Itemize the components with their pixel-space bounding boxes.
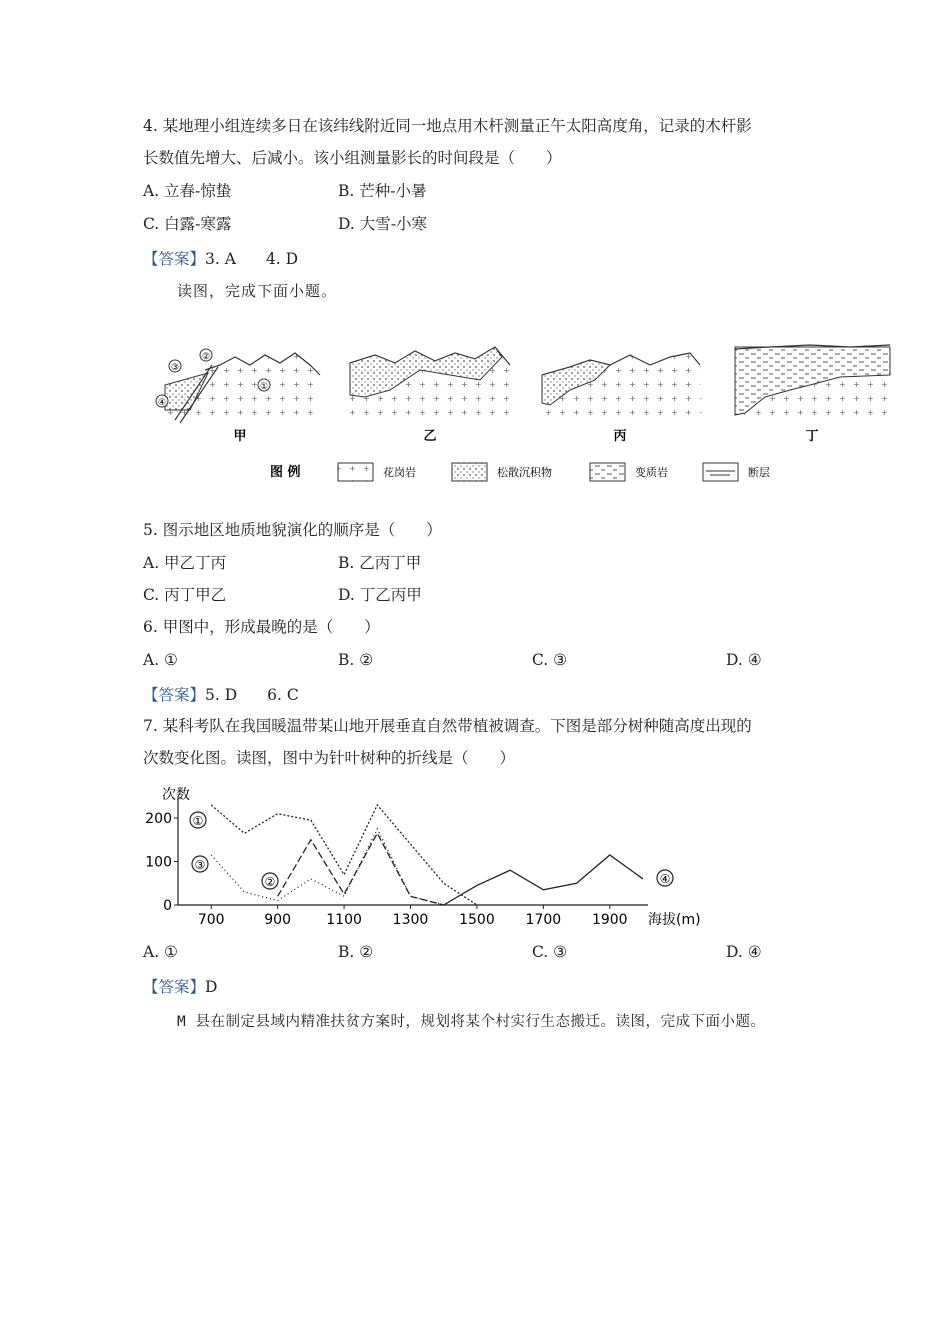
series-line-1 bbox=[211, 805, 477, 905]
q5-option-c: C. 丙丁甲乙 bbox=[143, 586, 227, 604]
q5-option-a: A. 甲乙丁丙 bbox=[143, 554, 227, 572]
x-tick-label: 1300 bbox=[392, 912, 429, 928]
series-line-3 bbox=[211, 829, 444, 905]
geo-panel-jia bbox=[156, 349, 320, 444]
q6-stem: 6. 甲图中，形成最晚的是（ ） bbox=[143, 618, 380, 636]
q7-option-c: C. ③ bbox=[532, 943, 568, 961]
q6-option-d: D. ④ bbox=[726, 651, 762, 669]
legend-granite: 花岗岩 bbox=[383, 466, 416, 479]
legend-metamorphic: 变质岩 bbox=[635, 466, 668, 479]
answer-tag: 【答案】 bbox=[143, 686, 206, 704]
answer-5: 5. D bbox=[205, 686, 238, 704]
series-label-3: ③ bbox=[194, 858, 206, 872]
q7-stem-line1: 7. 某科考队在我国暖温带某山地开展垂直自然带植被调查。下图是部分树种随高度出现的 bbox=[143, 717, 752, 735]
q6-option-c: C. ③ bbox=[532, 651, 568, 669]
intro-m-county: M 县在制定县域内精准扶贫方案时，规划将某个村实行生态搬迁。读图，完成下面小题。 bbox=[177, 1014, 766, 1030]
answer-3: 3. A bbox=[205, 250, 236, 268]
q5-option-d: D. 丁乙丙甲 bbox=[338, 586, 422, 604]
geo-panel-bing bbox=[542, 353, 702, 444]
caption-ding: 丁 bbox=[805, 429, 819, 444]
geology-figure bbox=[150, 335, 900, 495]
q4-option-b: B. 芒种-小暑 bbox=[338, 182, 427, 200]
answer-7: D bbox=[205, 978, 218, 996]
series-line-2 bbox=[278, 833, 444, 905]
series-label-1: ① bbox=[192, 814, 204, 828]
x-tick-label: 900 bbox=[264, 912, 292, 928]
legend-swatch-sediment bbox=[452, 463, 487, 481]
legend-swatch-fault bbox=[703, 463, 738, 481]
y-tick-label: 100 bbox=[145, 854, 172, 871]
caption-bing: 丙 bbox=[613, 429, 627, 444]
answer-4: 4. D bbox=[265, 250, 299, 268]
q4-option-a: A. 立春-惊蛰 bbox=[143, 182, 232, 200]
geo-marker-1: ① bbox=[259, 382, 269, 392]
answer-tag: 【答案】 bbox=[143, 978, 206, 996]
tree-species-chart bbox=[140, 780, 720, 930]
answer-line-3 bbox=[143, 975, 217, 997]
x-tick-label: 700 bbox=[197, 912, 225, 928]
q5-option-b: B. 乙丙丁甲 bbox=[338, 554, 422, 572]
answer-line-2 bbox=[143, 683, 299, 705]
intro-read-figure: 读图，完成下面小题。 bbox=[177, 282, 338, 300]
x-tick-label: 1900 bbox=[591, 912, 628, 928]
x-tick-label: 1500 bbox=[459, 912, 495, 928]
q6-option-b: B. ② bbox=[338, 651, 374, 669]
q7-option-a: A. ① bbox=[143, 943, 178, 961]
answer-line-1 bbox=[143, 247, 298, 269]
chart-ylabel: 次数 bbox=[162, 787, 190, 803]
q4-stem-line2: 长数值先增大、后减小。该小组测量影长的时间段是（ ） bbox=[143, 149, 562, 167]
legend-sediment: 松散沉积物 bbox=[497, 466, 552, 479]
q4-stem-line1: 4. 某地理小组连续多日在该纬线附近同一地点用木杆测量正午太阳高度角，记录的木杆影 bbox=[143, 117, 752, 135]
x-tick-label: 1100 bbox=[326, 912, 362, 928]
y-tick-label: 200 bbox=[145, 811, 172, 828]
geo-marker-2: ② bbox=[201, 352, 211, 362]
q7-stem-line2: 次数变化图。读图，图中为针叶树种的折线是（ ） bbox=[143, 749, 516, 767]
geo-marker-3: ③ bbox=[170, 363, 180, 373]
series-line-4 bbox=[444, 855, 643, 905]
q4-option-c: C. 白露-寒露 bbox=[143, 215, 232, 233]
series-label-2: ② bbox=[264, 875, 276, 889]
y-tick-label: 0 bbox=[163, 898, 172, 914]
q7-option-b: B. ② bbox=[338, 943, 374, 961]
geo-panel-yi bbox=[350, 347, 512, 444]
answer-6: 6. C bbox=[267, 686, 299, 704]
caption-yi: 乙 bbox=[423, 429, 437, 444]
legend-title: 图 例 bbox=[270, 465, 301, 480]
chart-xlabel: 海拔(m) bbox=[648, 912, 701, 928]
geo-legend bbox=[270, 463, 770, 481]
series-label-4: ④ bbox=[659, 872, 671, 886]
caption-jia: 甲 bbox=[233, 429, 247, 444]
x-tick-label: 1700 bbox=[525, 912, 562, 928]
legend-fault: 断层 bbox=[748, 466, 770, 479]
geo-panel-ding bbox=[735, 345, 890, 444]
geo-marker-4: ④ bbox=[157, 398, 167, 408]
q4-option-d: D. 大雪-小寒 bbox=[338, 215, 427, 233]
answer-tag: 【答案】 bbox=[143, 250, 206, 268]
legend-swatch-granite bbox=[338, 463, 373, 481]
legend-swatch-metamorphic bbox=[590, 463, 625, 481]
q5-stem: 5. 图示地区地质地貌演化的顺序是（ ） bbox=[143, 521, 442, 539]
q6-option-a: A. ① bbox=[143, 651, 178, 669]
q7-option-d: D. ④ bbox=[726, 943, 762, 961]
